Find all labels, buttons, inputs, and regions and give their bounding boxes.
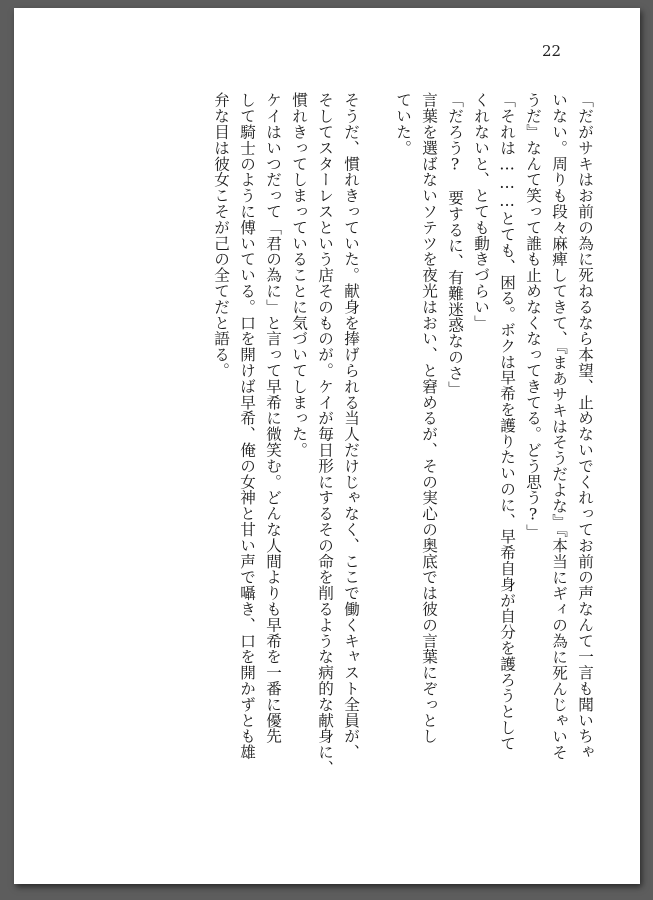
text-line: そしてスターレスという店そのものが。ケイが毎日形にするその命を削るような病的な献身に、 (316, 92, 334, 776)
text-line: うだ』なんて笑って誰も止めなくなってきてる。どう思う?」 (524, 92, 542, 540)
text-line: 「だがサキはお前の為に死ねるなら本望、止めないでくれってお前の声なんて一言も聞いちゃ (576, 92, 594, 760)
text-line: 言葉を選ばないソテツを夜光はおい、と窘めるが、その実心の奥底では彼の言葉にぞっとし (420, 92, 438, 744)
book-page (14, 8, 640, 884)
text-line: 「だろう? 要するに、有難迷惑なのさ」 (446, 92, 464, 397)
text-line: ケイはいつだって「君の為に」と言って早希に微笑む。どんな人間よりも早希を一番に優先 (264, 92, 282, 744)
vertical-text-body (118, 92, 598, 822)
paragraph-gap (364, 92, 390, 822)
text-line: して騎士のように傅いている。口を開けば早希、俺の女神と甘い声で囁き、口を開かずとも雄 (238, 92, 256, 760)
text-line: いない。周りも段々麻痺してきて、『まあサキはそうだよな』『本当にギィの為に死んじゃいそ (550, 92, 568, 761)
page-number: 22 (542, 42, 562, 60)
text-line: ていた。 (394, 92, 412, 156)
text-line: 弁な目は彼女こそが己の全てだと語る。 (212, 92, 230, 379)
text-line: 慣れきってしまっていることに気づいてしまった。 (290, 92, 308, 458)
text-line: そうだ、慣れきっていた。献身を捧げられる当人だけじゃなく、ここで働くキャスト全員が、 (342, 92, 360, 760)
text-line: 「それは………とても、困る。ボクは早希を護りたいのに、早希自身が自分を護ろうとして (498, 92, 516, 752)
text-line: くれないと、とても動きづらい」 (472, 92, 490, 331)
